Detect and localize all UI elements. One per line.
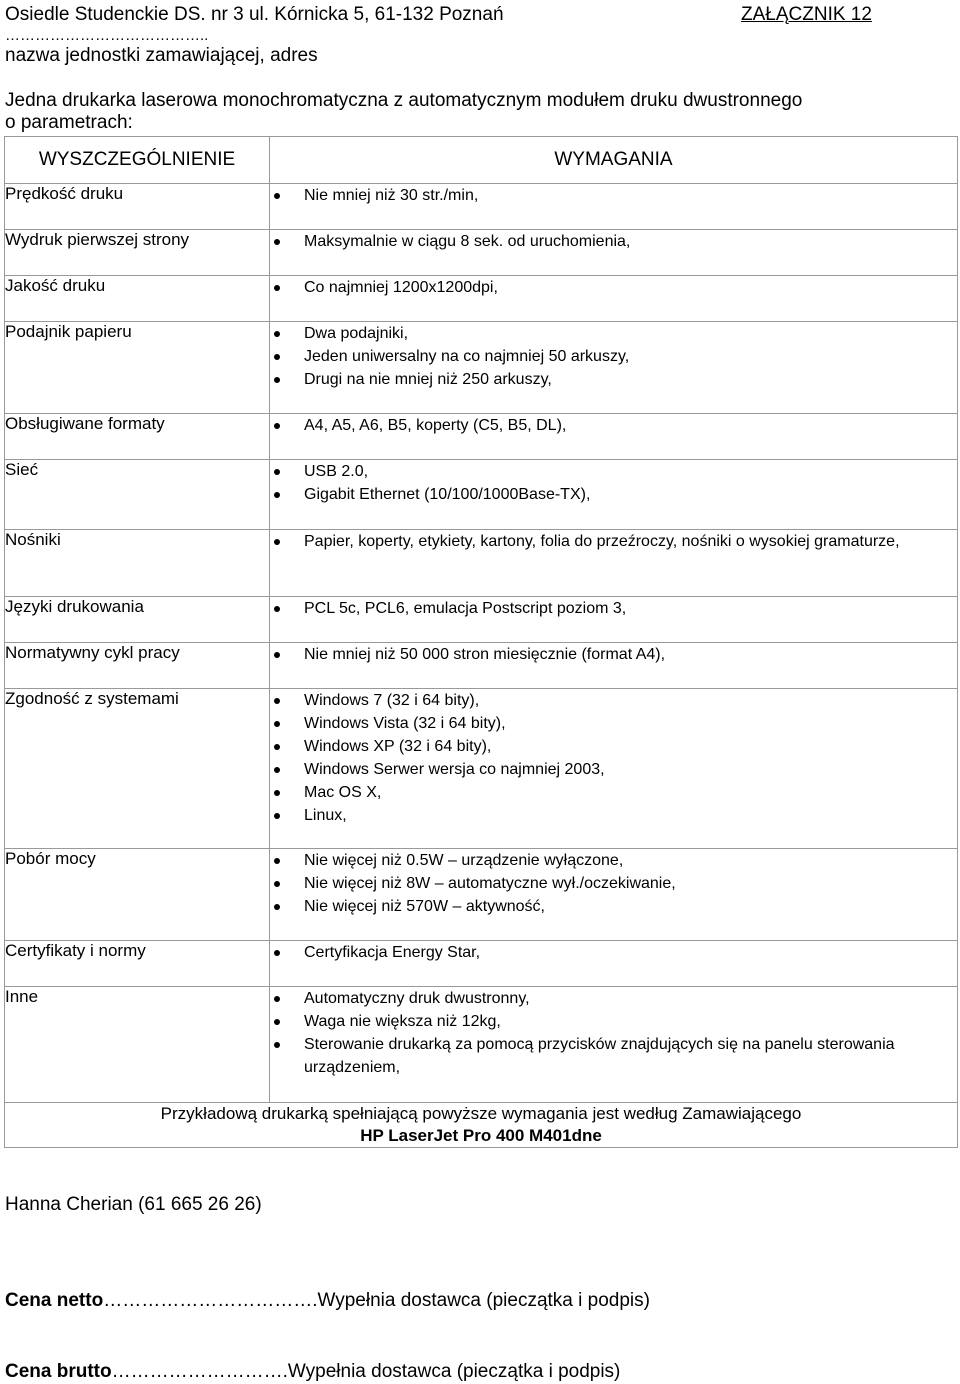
example-printer-model: HP LaserJet Pro 400 M401dne: [360, 1126, 602, 1145]
unit-label: nazwa jednostki zamawiającej, adres: [5, 45, 318, 66]
price-gross-label: Cena brutto: [5, 1361, 112, 1382]
specification-table: [4, 136, 958, 1148]
requirement-item: Gigabit Ethernet (10/100/1000Base-TX),: [270, 483, 957, 506]
spec-label: Normatywny cykl pracy: [5, 643, 270, 689]
spec-row: [5, 414, 958, 460]
requirement-item: Jeden uniwersalny na co najmniej 50 arkuszy,: [270, 345, 957, 368]
spec-requirements: [270, 597, 958, 643]
spec-requirements: [270, 184, 958, 230]
spec-label: Sieć: [5, 460, 270, 530]
requirement-item: Dwa podajniki,: [270, 322, 957, 345]
requirement-item: Maksymalnie w ciągu 8 sek. od uruchomienia,: [270, 230, 957, 253]
spec-label: Wydruk pierwszej strony: [5, 230, 270, 276]
spec-requirements: [270, 643, 958, 689]
spec-label: Certyfikaty i normy: [5, 941, 270, 987]
spec-row: [5, 230, 958, 276]
spec-row: [5, 941, 958, 987]
spec-row: [5, 322, 958, 414]
spec-label: Inne: [5, 987, 270, 1103]
requirement-item: Drugi na nie mniej niż 250 arkuszy,: [270, 368, 957, 391]
price-net-line: [5, 1290, 650, 1312]
column-header-requirements: WYMAGANIA: [270, 137, 958, 184]
address: Osiedle Studenckie DS. nr 3 ul. Kórnicka 5, 61-132 Poznań: [5, 4, 504, 25]
intro-line-2: o parametrach:: [5, 112, 133, 133]
requirement-item: Nie mniej niż 50 000 stron miesięcznie (format A4),: [270, 643, 957, 666]
requirement-list: [270, 689, 957, 827]
spec-row: [5, 849, 958, 941]
spec-label: Podajnik papieru: [5, 322, 270, 414]
requirement-list: [270, 230, 957, 253]
requirement-item: Windows XP (32 i 64 bity),: [270, 735, 957, 758]
requirement-list: [270, 276, 957, 299]
spec-row: [5, 689, 958, 849]
spec-requirements: [270, 530, 958, 597]
requirement-item: Sterowanie drukarką za pomocą przycisków znajdujących się na panelu sterowania urządzeniem,: [270, 1033, 957, 1079]
spec-row: [5, 530, 958, 597]
spec-requirements: [270, 941, 958, 987]
spec-requirements: [270, 689, 958, 849]
spec-requirements: [270, 460, 958, 530]
requirement-list: [270, 322, 957, 391]
price-net-fill: …………………………….Wypełnia dostawca (pieczątka i podpis): [103, 1290, 650, 1311]
requirement-list: [270, 849, 957, 918]
requirement-list: [270, 597, 957, 620]
requirement-item: PCL 5c, PCL6, emulacja Postscript poziom 3,: [270, 597, 957, 620]
requirement-item: Papier, koperty, etykiety, kartony, folia do przeźroczy, nośniki o wysokiej gramaturze,: [270, 530, 957, 553]
requirement-list: [270, 414, 957, 437]
price-gross-fill: ……………………….Wypełnia dostawca (pieczątka i podpis): [111, 1361, 621, 1382]
spec-row: [5, 184, 958, 230]
spec-label: Zgodność z systemami: [5, 689, 270, 849]
spec-requirements: [270, 987, 958, 1103]
spec-requirements: [270, 276, 958, 322]
requirement-item: Nie mniej niż 30 str./min,: [270, 184, 957, 207]
spec-label: Języki drukowania: [5, 597, 270, 643]
spec-row: [5, 987, 958, 1103]
requirement-list: [270, 184, 957, 207]
attachment-number: ZAŁĄCZNIK 12: [741, 4, 872, 25]
contact-person: Hanna Cherian (61 665 26 26): [5, 1194, 262, 1215]
spec-row: [5, 276, 958, 322]
price-net-label: Cena netto: [5, 1290, 104, 1311]
spec-label: Obsługiwane formaty: [5, 414, 270, 460]
spec-label: Pobór mocy: [5, 849, 270, 941]
spec-label: Jakość druku: [5, 276, 270, 322]
requirement-list: [270, 643, 957, 666]
requirement-item: Waga nie większa niż 12kg,: [270, 1010, 957, 1033]
requirement-item: A4, A5, A6, B5, koperty (C5, B5, DL),: [270, 414, 957, 437]
requirement-item: Nie więcej niż 0.5W – urządzenie wyłączone,: [270, 849, 957, 872]
spec-row: [5, 643, 958, 689]
requirement-item: Windows 7 (32 i 64 bity),: [270, 689, 957, 712]
column-header-specification: WYSZCZEGÓLNIENIE: [5, 137, 270, 184]
requirement-item: USB 2.0,: [270, 460, 957, 483]
requirement-list: [270, 941, 957, 964]
requirement-item: Co najmniej 1200x1200dpi,: [270, 276, 957, 299]
requirement-item: Nie więcej niż 8W – automatyczne wył./oczekiwanie,: [270, 872, 957, 895]
requirement-item: Certyfikacja Energy Star,: [270, 941, 957, 964]
spec-label: Prędkość druku: [5, 184, 270, 230]
requirement-list: [270, 530, 957, 553]
spec-requirements: [270, 849, 958, 941]
spec-row: [5, 597, 958, 643]
example-printer-note: [5, 1103, 958, 1148]
example-printer-intro: Przykładową drukarką spełniającą powyższe wymagania jest według Zamawiającego: [160, 1104, 802, 1123]
requirement-item: Automatyczny druk dwustronny,: [270, 987, 957, 1010]
requirement-item: Windows Serwer wersja co najmniej 2003,: [270, 758, 957, 781]
price-gross-line: [5, 1361, 620, 1383]
spec-requirements: [270, 322, 958, 414]
spec-row: [5, 460, 958, 530]
spec-requirements: [270, 230, 958, 276]
spec-requirements: [270, 414, 958, 460]
requirement-list: [270, 460, 957, 506]
requirement-item: Linux,: [270, 804, 957, 827]
requirement-item: Windows Vista (32 i 64 bity),: [270, 712, 957, 735]
spec-label: Nośniki: [5, 530, 270, 597]
requirement-item: Mac OS X,: [270, 781, 957, 804]
intro-line-1: Jedna drukarka laserowa monochromatyczna z automatycznym modułem druku dwustronnego: [5, 90, 803, 111]
requirement-item: Nie więcej niż 570W – aktywność,: [270, 895, 957, 918]
address-dots: …………………………………..: [5, 27, 209, 44]
requirement-list: [270, 987, 957, 1079]
